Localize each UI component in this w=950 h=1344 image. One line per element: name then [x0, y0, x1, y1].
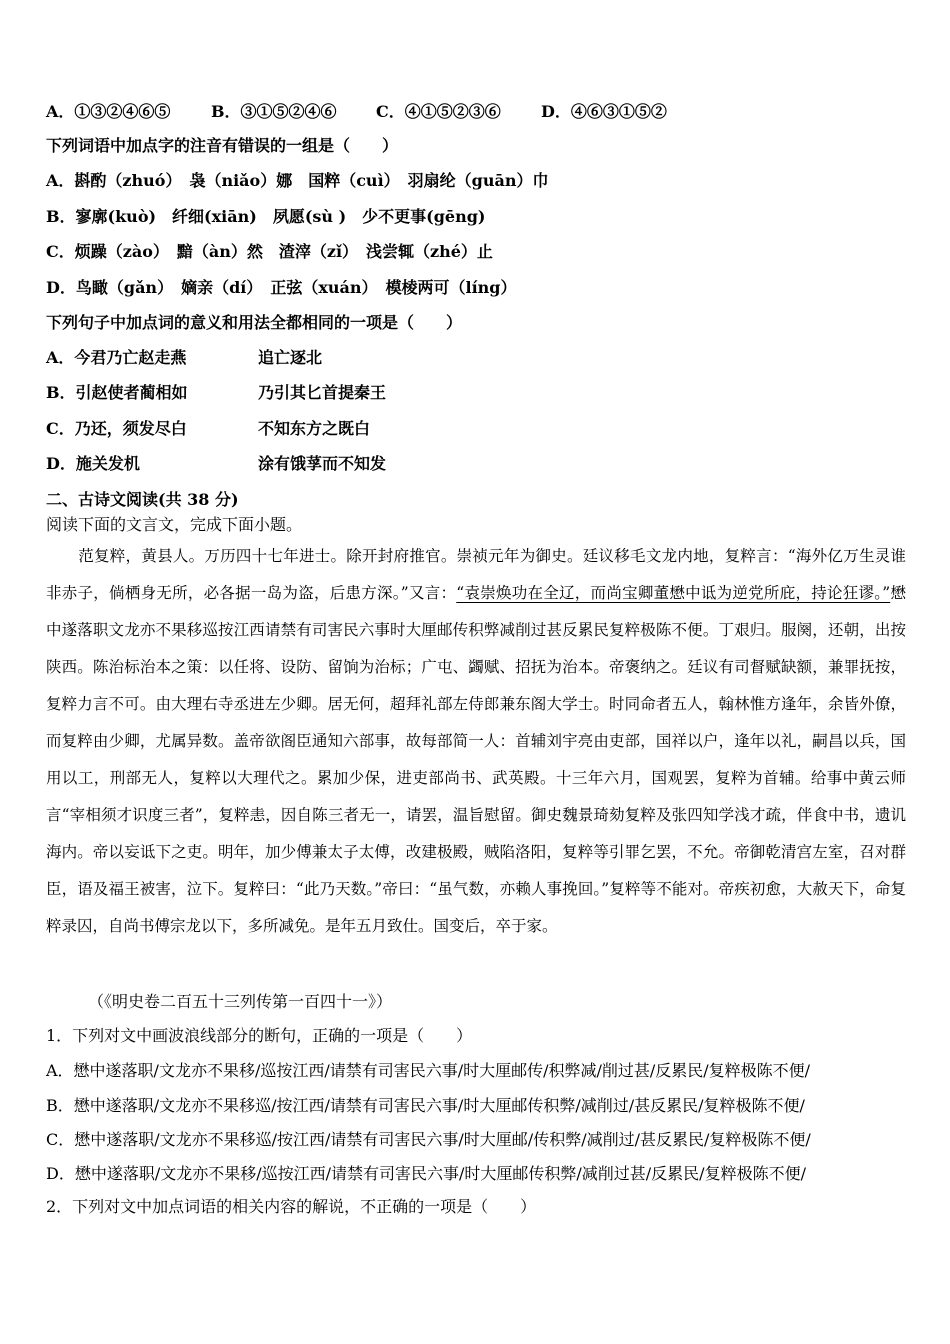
option-a: A．①③②④⑥⑤ [46, 102, 171, 121]
ordering-options-row [46, 102, 667, 122]
passage-underlined: “袁崇焕功在全辽，而尚宝卿董懋中诋为逆党所庇，持论狂谬。” [456, 584, 891, 602]
pinyin-option-d: D．鸟瞰（gǎn） 嫡亲（dí） 正弦（xuán） 模棱两可（líng） [46, 278, 517, 297]
passage-after: 懋中遂落职文龙亦不果移巡按江西请禁有司害民六事时大厘邮传积弊减削过甚反累民复粹极陈不便。丁艰归。服阕，还朝，出按陕西。陈治标治本之策：以任将、设防、留饷为治标；广屯、蠲赋、招抚为治本。帝褒纳之。廷议有司督赋缺额，兼罪抚按，复粹力言不可。由大理右寺丞进左少卿。居无何，超拜礼部左侍郎兼东阁大学士。时同命者五人，翰林惟方逢年，余皆外僚，而复粹由少卿，尤属异数。盖帝欲阁臣通知六部事，故每部简一人：首辅刘宇亮由吏部，国祥以户，逢年以礼，嗣昌以兵，国用以工，刑部无人，复粹以大理代之。累加少保，进吏部尚书、武英殿。十三年六月，国观罢，复粹为首辅。给事中黄云师言“宰相须才识度三者”，复粹恚，因自陈三者无一，请罢，温旨慰留。御史魏景琦劾复粹及张四知学浅才疏，伴食中书，遗讥海内。帝以妄诋下之吏。明年，加少傅兼太子太傅，改建极殿，贼陷洛阳，复粹等引罪乞罢，不允。帝御乾清宫左室，召对群臣，语及福王被害，泣下。复粹曰：“此乃天数。”帝曰：“虽气数，亦赖人事挽回。”复粹等不能对。帝疾初愈，大赦天下，命复粹录囚，自尚书傅宗龙以下，多所减免。是年五月致仕。国变后，卒于家。 [46, 584, 906, 935]
pinyin-option-a: A．斟酌（zhuó） 袅（niǎo）娜 国粹（cuì） 羽扇纶（guān）巾 [46, 171, 549, 190]
passage-before: 范复粹，黄县人。万历四十七年进士。除开封府推官。崇祯元年为御史。廷议移毛文龙内地，复粹言：“海外亿万生灵谁非赤子，倘栖身无所，必各据一岛为盗，后患方深。”又言： [46, 547, 906, 602]
q2-stem: 2．下列对文中加点词语的相关内容的解说，不正确的一项是（ ） [46, 1197, 537, 1216]
meaning-option-b-right: 乃引其匕首提秦王 [258, 383, 387, 402]
meaning-option-c [46, 419, 646, 439]
q1-option-b: B．懋中遂落职/文龙亦不果移巡/按江西/请禁有司害民六事/时大厘邮传积弊/减削过/甚反累民/复粹极陈不便/ [46, 1096, 805, 1115]
passage-source: （《明史卷二百五十三列传第一百四十一》） [88, 992, 393, 1011]
meaning-option-c-left: C．乃还，须发尽白 [46, 419, 187, 438]
option-c: C．④①⑤②③⑥ [376, 102, 501, 121]
meaning-option-d-right: 涂有饿莩而不知发 [258, 454, 387, 473]
pinyin-option-c: C．烦躁（zào） 黯（àn）然 渣滓（zǐ） 浅尝辄（zhé）止 [46, 242, 493, 261]
pinyin-question-stem: 下列词语中加点字的注音有错误的一组是（ ） [46, 136, 399, 155]
q1-option-d: D．懋中遂落职/文龙亦不果移/巡按江西/请禁有司害民六事/时大厘邮传积弊/减削过甚/反累民/复粹极陈不便/ [46, 1164, 806, 1183]
q1-option-a: A．懋中遂落职/文龙亦不果移/巡按江西/请禁有司害民六事/时大厘邮传/积弊减/削过甚/反累民/复粹极陈不便/ [46, 1061, 811, 1080]
q1-stem: 1．下列对文中画波浪线部分的断句，正确的一项是（ ） [46, 1026, 473, 1045]
classical-passage [46, 538, 906, 945]
meaning-option-b [46, 383, 646, 403]
q1-option-c: C．懋中遂落职/文龙亦不果移巡/按江西/请禁有司害民六事/时大厘邮/传积弊/减削过/甚反累民/复粹极陈不便/ [46, 1130, 811, 1149]
pinyin-option-b: B．寥廓(kuò) 纤细(xiān) 夙愿(sù ) 少不更事(gēng) [46, 207, 486, 226]
meaning-option-c-right: 不知东方之既白 [258, 419, 371, 438]
meaning-option-a [46, 348, 646, 368]
meaning-option-a-left: A．今君乃亡赵走燕 [46, 348, 187, 367]
meaning-option-b-left: B．引赵使者蔺相如 [46, 383, 188, 402]
meaning-option-a-right: 追亡逐北 [258, 348, 323, 367]
meaning-question-stem: 下列句子中加点词的意义和用法全都相同的一项是（ ） [46, 313, 463, 332]
option-d: D．④⑥③①⑤② [541, 102, 667, 121]
option-b: B．③①⑤②④⑥ [211, 102, 337, 121]
section-heading: 二、古诗文阅读(共 38 分) [46, 490, 239, 509]
meaning-option-d [46, 454, 646, 474]
section-instruction: 阅读下面的文言文，完成下面小题。 [46, 515, 303, 534]
meaning-option-d-left: D．施关发机 [46, 454, 140, 473]
